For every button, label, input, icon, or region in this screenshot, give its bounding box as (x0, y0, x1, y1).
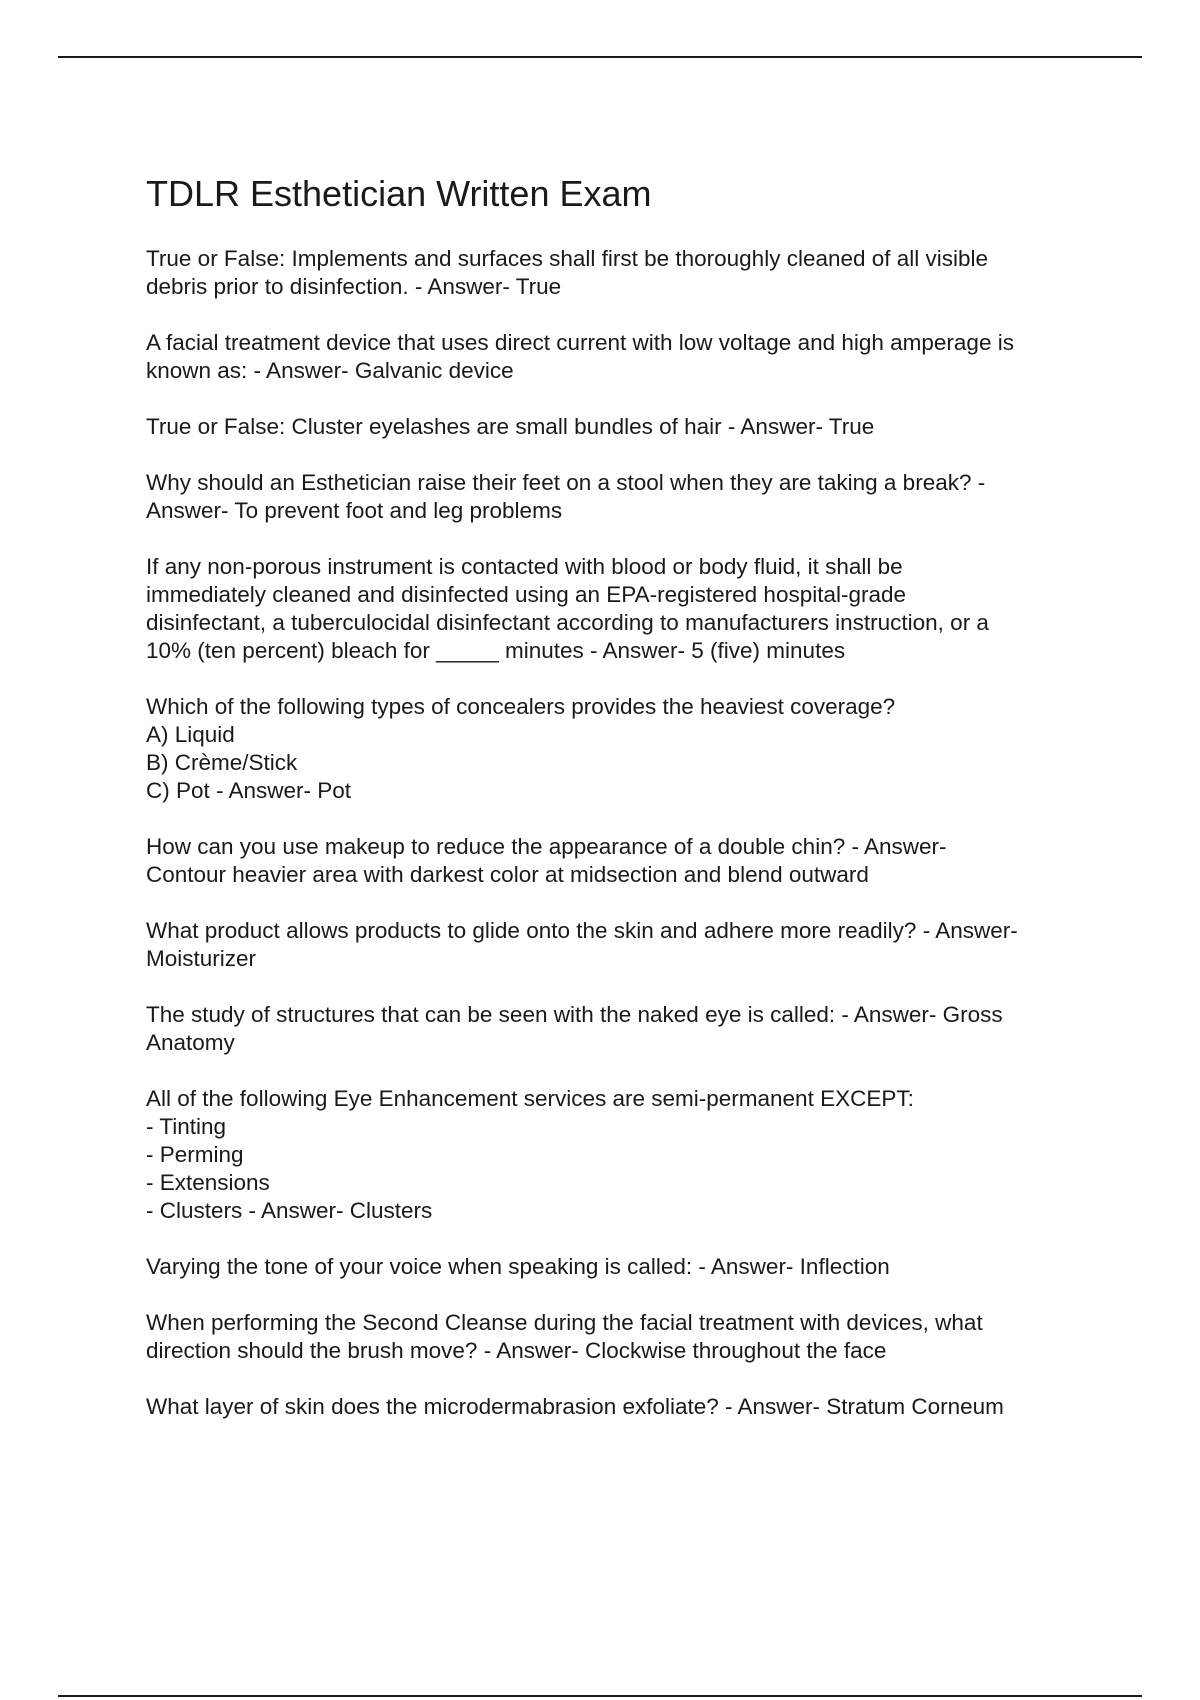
qa-item: Varying the tone of your voice when speaking is called: - Answer- Inflection (146, 1254, 890, 1279)
qa-item: True or False: Implements and surfaces shall first be thoroughly cleaned of all visible debris prior to disinfection. - Answer- True (146, 246, 989, 299)
qa-item: Why should an Esthetician raise their feet on a stool when they are taking a break? - Answer- To prevent foot and leg problems (146, 470, 986, 523)
header-divider (58, 56, 1142, 58)
qa-item: True or False: Cluster eyelashes are small bundles of hair - Answer- True (146, 414, 875, 439)
document-title: TDLR Esthetician Written Exam (146, 173, 652, 214)
qa-item: When performing the Second Cleanse during the facial treatment with devices, what direction should the brush move? - Answer- Clockwise throughout the face (146, 1310, 983, 1363)
qa-item: If any non-porous instrument is contacted with blood or body fluid, it shall be immediately cleaned and disinfected using an EPA-registered hospital-grade disinfectant, a tuberculocidal disinfectant according to manufacturers instruction, or a 10% (ten percent) bleach for _____ minutes - Answer- 5 (five) minutes (146, 554, 989, 663)
qa-item: What layer of skin does the microdermabrasion exfoliate? - Answer- Stratum Corneum (146, 1394, 1004, 1419)
qa-item: A facial treatment device that uses direct current with low voltage and high amperage is known as: - Answer- Galvanic device (146, 330, 1014, 383)
qa-item: The study of structures that can be seen with the naked eye is called: - Answer- Gross Anatomy (146, 1002, 1003, 1055)
qa-item: Which of the following types of concealers provides the heaviest coverage? A) Liquid B) Crème/Stick C) Pot - Answer- Pot (146, 694, 896, 803)
qa-item: All of the following Eye Enhancement services are semi-permanent EXCEPT: - Tinting - Perming - Extensions - Clusters - Answer- Clusters (146, 1086, 914, 1223)
document-body (146, 172, 1094, 1449)
qa-item: How can you use makeup to reduce the appearance of a double chin? - Answer- Contour heavier area with darkest color at midsection and blend outward (146, 834, 947, 887)
footer-divider (58, 1695, 1142, 1697)
qa-item: What product allows products to glide onto the skin and adhere more readily? - Answer- Moisturizer (146, 918, 1018, 971)
